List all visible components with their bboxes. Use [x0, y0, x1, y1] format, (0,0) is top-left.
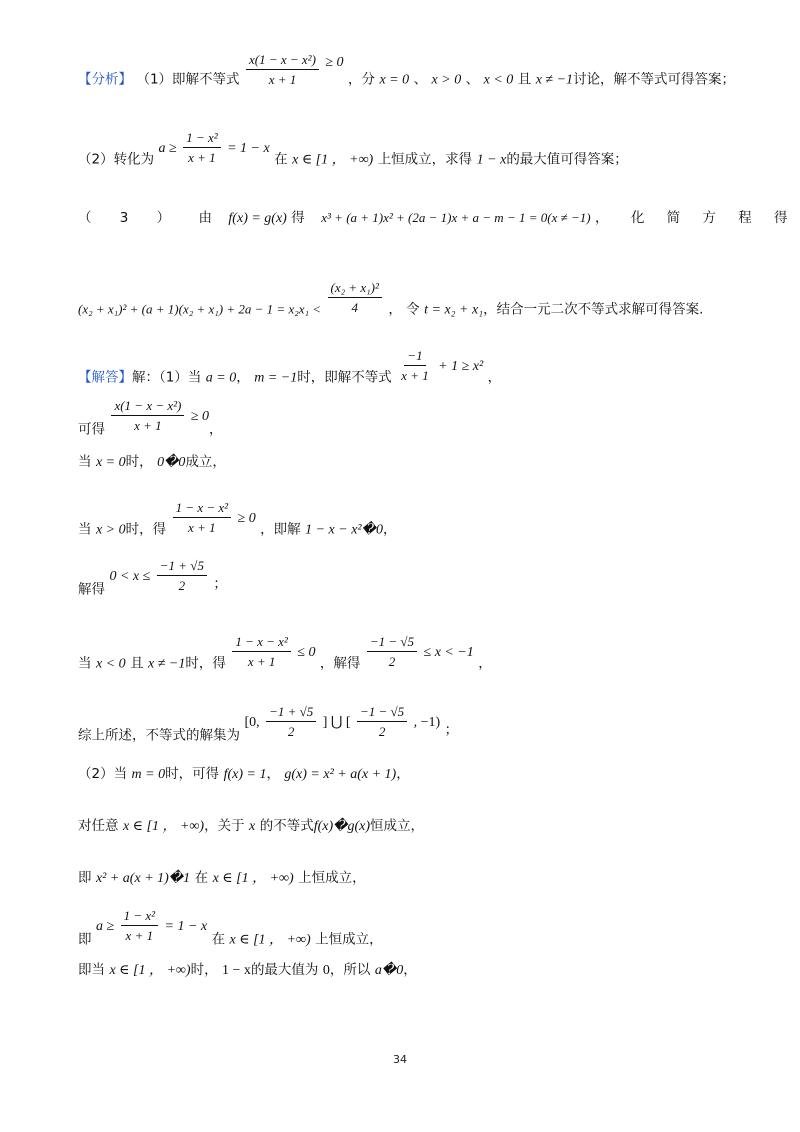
fraction: $\frac{-1 - √5}{2}$: [367, 634, 417, 669]
analysis-line-3: （ 3 ） 由 f(x) = g(x) 得 x³ + (a + 1)x² + (2a − 1)x + a − m − 1 = 0(x ≠ −1) ， 化 简 方 程 得: [78, 210, 797, 226]
analysis-line-2: （2）转化为 a ≥ $\frac{\text{1 − x²}}{x + 1}$ = 1 − x 在 x ∈ [1 ， +∞) 上恒成立，求得 1 − x的最大值可得答案；: [78, 130, 628, 168]
solution-line-10: 即 x² + a(x + 1)�1 在 x ∈ [1 ， +∞) 上恒成立，: [78, 870, 366, 886]
solution-line-1: 【解答】解：（1）当 a = 0， m = −1时，即解不等式 $\frac{-1}{x + 1}$ + 1 ≥ x² ，: [78, 348, 502, 386]
solution-tag: 【解答】: [78, 369, 132, 386]
solution-line-4: 当 x > 0时，得 $\frac{\text{1 − x − x²}}{x + 1}$ ≥ 0 ，即解 1 − x − x²�0，: [78, 500, 397, 538]
analysis-tag: 【分析】: [78, 71, 132, 88]
fraction: $\frac{-1 - √5}{2}$: [357, 704, 407, 739]
solution-line-9: 对任意 x ∈ [1 ， +∞)，关于 x 的不等式f(x)�g(x)恒成立，: [78, 818, 425, 834]
fraction: $\frac{\text{(x₂ + x₁)²}}{4}$: [328, 280, 382, 315]
fraction: $\frac{\text{1 − x − x²}}{x + 1}$: [173, 500, 231, 535]
fraction: $\frac{\text{x(1 − x − x²)}}{x + 1}$: [246, 52, 319, 87]
fraction: $\frac{\text{1 − x²}}{x + 1}$: [121, 908, 158, 943]
solution-line-12: 即当 x ∈ [1 ， +∞)时， 1 − x的最大值为 0，所以 a�0，: [78, 962, 417, 978]
solution-line-11: 即 a ≥ $\frac{\text{1 − x²}}{x + 1}$ = 1 − x 在 x ∈ [1 ， +∞) 上恒成立，: [78, 908, 383, 948]
fraction: $\frac{\text{x(1 − x − x²)}}{x + 1}$: [111, 398, 184, 433]
fraction: $\frac{\text{1 − x − x²}}{x + 1}$: [232, 634, 290, 669]
solution-line-5: 解得 0 < x ≤ $\frac{-1 + √5}{2}$ ；: [78, 558, 227, 598]
page-number: 34: [393, 1053, 407, 1066]
solution-line-7: 综上所述，不等式的解集为 [0, $\frac{-1 + √5}{2}$ ] ⋃ [ $\frac{-1 - √5}{2}$ , −1) ；: [78, 704, 459, 744]
solution-line-8: （2）当 m = 0时，可得 f(x) = 1， g(x) = x² + a(x + 1)，: [78, 766, 410, 782]
fraction: $\frac{-1 + √5}{2}$: [157, 558, 207, 593]
analysis-line-4: (x₂ + x₁)² + (a + 1)(x₂ + x₁) + 2a − 1 = x₂x₁ < $\frac{\text{(x₂ + x₁)²}}{4}$ ， 令 t = x₂ + x₁，结合一元二次不等式求解可得答案.: [78, 280, 704, 318]
analysis-line-1: 【分析】 （1）即解不等式 $\frac{\text{x(1 − x − x²)}}{x + 1}$ ≥ 0 ，分 x = 0 、 x > 0 、 x < 0 且 x ≠ −1讨论，解不等式可得答案；: [78, 52, 736, 88]
fraction: $\frac{\text{1 − x²}}{x + 1}$: [183, 130, 220, 165]
solution-line-6: 当 x < 0 且 x ≠ −1时，得 $\frac{\text{1 − x − x²}}{x + 1}$ ≤ 0 ，解得 $\frac{-1 - √5}{2}$ ≤ x < −1 ，: [78, 634, 492, 672]
solution-line-3: 当 x = 0时， 0�0成立，: [78, 454, 226, 470]
fraction: $\frac{-1}{x + 1}$: [401, 348, 429, 383]
solution-line-2: 可得 $\frac{\text{x(1 − x − x²)}}{x + 1}$ ≥ 0，: [78, 398, 223, 438]
fraction: $\frac{-1 + √5}{2}$: [266, 704, 316, 739]
